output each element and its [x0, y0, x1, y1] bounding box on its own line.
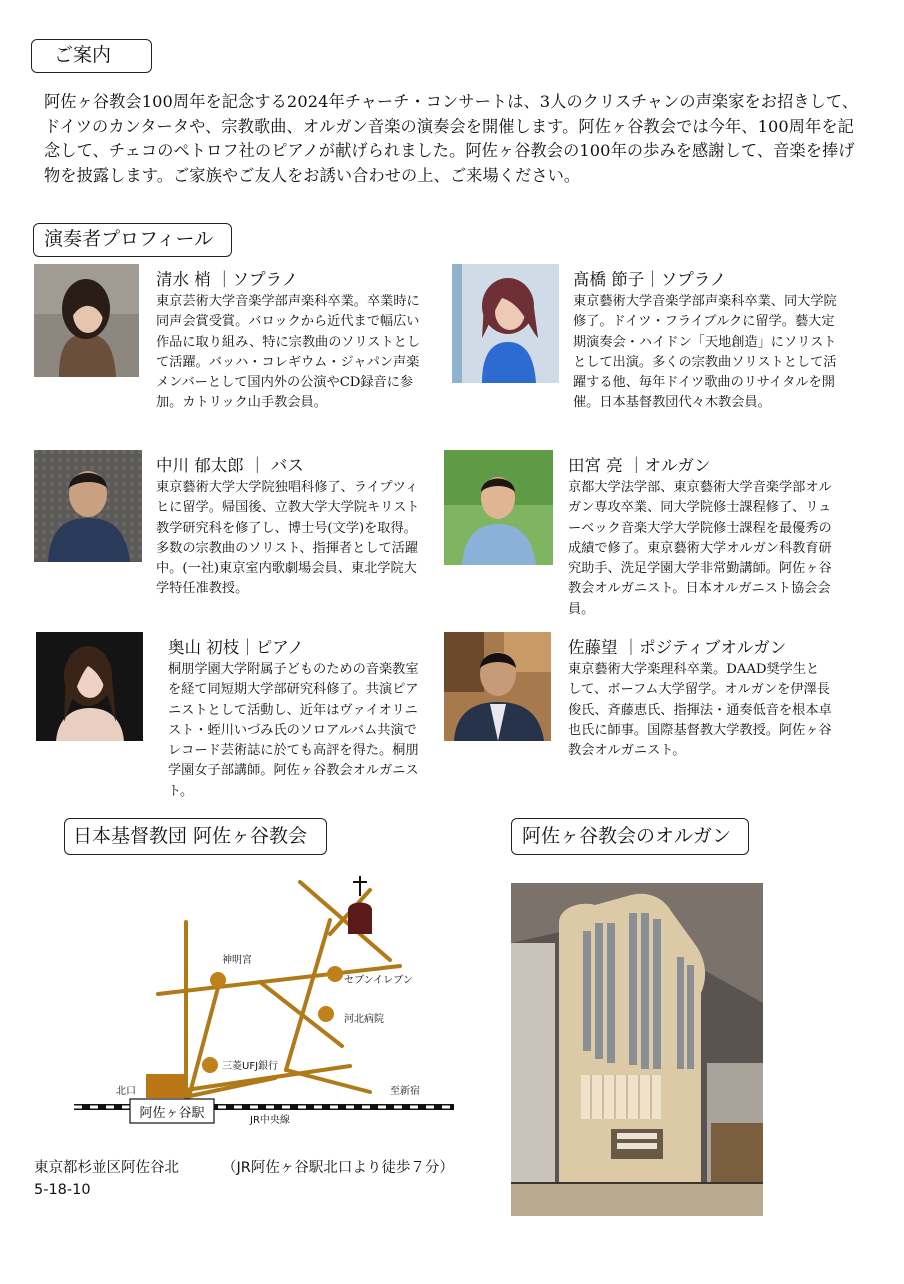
intro-text: 阿佐ヶ谷教会100周年を記念する2024年チャーチ・コンサートは、3人のクリスチャンの声楽家をお招きして、ドイツのカンタータや、宗教歌曲、オルガン音楽の演奏会を開催します。阿佐ヶ谷教会では今年、100周年を記念して、チェコのペトロフ社のピアノが献げられました。阿佐ヶ谷教会の100年の歩みを感謝して、音楽を捧げ物を披露します。ご家族やご友人をお誘い合わせの上、ご来場ください。 [44, 92, 859, 185]
map-label-shinjuku: 至新宿 [390, 1086, 420, 1097]
hospital-marker [318, 1006, 334, 1022]
access-map [60, 870, 460, 1145]
performer-name-takahashi: 髙橋 節子｜ソプラノ [573, 270, 727, 289]
profiles-title: 演奏者プロフィール [33, 223, 232, 257]
performer-photo-nakagawa [34, 450, 142, 562]
performer-bio-tamiya: 京都大学法学部、東京藝術大学音楽学部オルガン専攻卒業、同大学院修士課程修了、リューベック音楽大学大学院修士課程を最優秀の成績で修了。東京藝術大学オルガン科教育研究助手、洗足学園大学非常勤講師。阿佐ヶ谷教会オルガニスト。日本オルガニスト協会会員。 [568, 480, 832, 617]
performer-photo-tamiya [444, 450, 553, 565]
station-block [146, 1074, 186, 1098]
performer-name-nakagawa: 中川 郁太郎 ｜ バス [156, 456, 304, 475]
performer-bio-takahashi: 東京藝術大学音楽学部声楽科卒業、同大学院修了。ドイツ・フライブルクに留学。藝大定期演奏会・ハイドン「天地創造」にソリストとして出演。多くの宗教曲ソリストとして活躍する他、毎年ドイツ歌曲のリサイタルを開催。日本基督教団代々木教会員。 [573, 294, 837, 411]
organ-title: 阿佐ヶ谷教会のオルガン [511, 818, 749, 855]
performer-name-tamiya: 田宮 亮 ｜オルガン [568, 456, 711, 475]
map-label-station: 阿佐ヶ谷駅 [139, 1106, 205, 1121]
performer-photo-okuyama [36, 632, 143, 741]
access-note: （JR阿佐ヶ谷駅北口より徒歩７分） [222, 1160, 454, 1176]
bank-marker [202, 1057, 218, 1073]
performer-bio-nakagawa: 東京藝術大学大学院独唱科修了、ライプツィヒに留学。帰国後、立教大学大学院キリスト教学研究科を修了し、博士号(文学)を取得。多数の宗教曲のソリスト、指揮者として活躍中。(一社)東京室内歌劇場会員、東北学院大学特任准教授。 [156, 480, 420, 597]
map-label-kitaguchi: 北口 [116, 1086, 136, 1097]
organ-photo [511, 883, 763, 1216]
map-label-seven: セブンイレブン [344, 975, 413, 986]
church-icon [348, 876, 372, 934]
map-label-hospital: 河北病院 [344, 1014, 384, 1025]
church-title: 日本基督教団 阿佐ヶ谷教会 [64, 818, 327, 855]
performer-photo-takahashi [452, 264, 559, 383]
address-line1: 東京都杉並区阿佐谷北 [34, 1160, 179, 1176]
seven-eleven-marker [327, 966, 343, 982]
address-line2: 5-18-10 [34, 1182, 91, 1198]
performer-photo-shimizu [34, 264, 139, 377]
guide-title: ご案内 [31, 39, 152, 73]
performer-bio-shimizu: 東京芸術大学音楽学部声楽科卒業。卒業時に同声会賞受賞。バロックから近代まで幅広い作品に取り組み、特に宗教曲のソリストとして活躍。バッハ・コレギウム・ジャパン声楽メンバーとして国内外の公演やCD録音に参加。カトリック山手教会員。 [156, 294, 421, 411]
map-label-line: JR中央線 [250, 1115, 290, 1126]
performer-photo-sato [444, 632, 551, 741]
map-label-shinmeigu: 神明宮 [222, 955, 252, 966]
performer-name-okuyama: 奥山 初枝｜ピアノ [168, 638, 304, 657]
map-label-bank: 三菱UFJ銀行 [222, 1061, 279, 1072]
shinmeigu-marker [210, 972, 226, 988]
performer-name-sato: 佐藤望 ｜ポジティブオルガン [568, 638, 787, 657]
performer-name-shimizu: 清水 梢 ｜ソプラノ [156, 270, 298, 289]
performer-bio-okuyama: 桐朋学園大学附属子どものための音楽教室を経て同短期大学部研究科修了。共演ピアニストとして活動し、近年はヴァイオリニスト・蛭川いづみ氏のソロアルバム共演でレコード芸術誌に於ても高評を得た。桐朋学園女子部講師。阿佐ヶ谷教会オルガニスト。 [168, 662, 419, 799]
performer-bio-sato: 東京藝術大学楽理科卒業。DAAD奨学生として、ボーフム大学留学。オルガンを伊澤長俊氏、斉藤恵氏、指揮法・通奏低音を根本卓也氏に師事。国際基督教大学教授。阿佐ヶ谷教会オルガニスト。 [568, 662, 832, 759]
